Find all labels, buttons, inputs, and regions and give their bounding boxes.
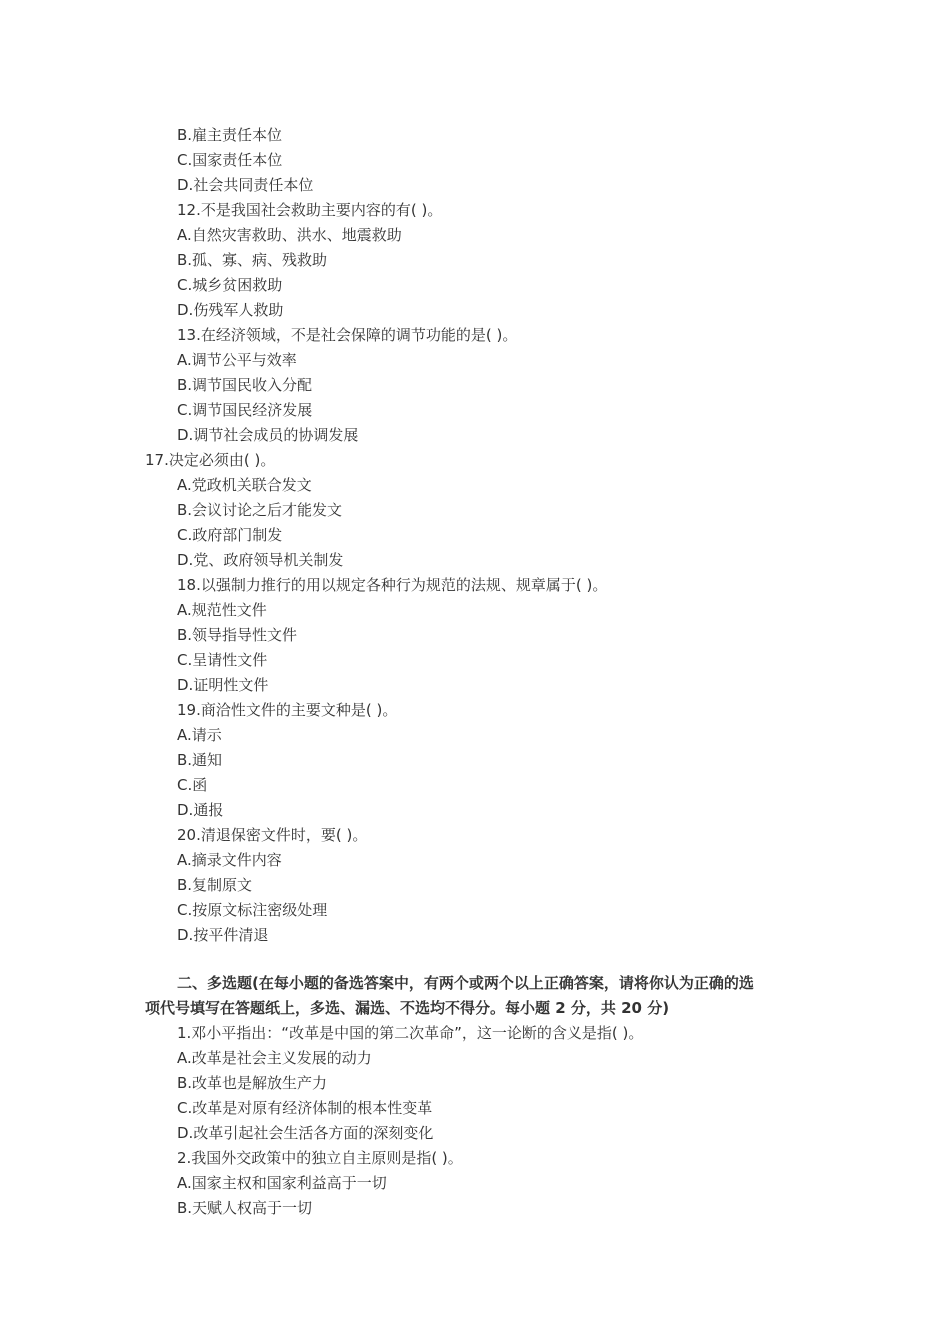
option-line: C.改革是对原有经济体制的根本性变革	[177, 1099, 433, 1117]
question-line: 2.我国外交政策中的独立自主原则是指( )。	[177, 1149, 463, 1167]
option-line: C.按原文标注密级处理	[177, 901, 328, 919]
option-line: D.调节社会成员的协调发展	[177, 426, 359, 444]
section-heading-continued: 项代号填写在答题纸上，多选、漏选、不选均不得分。每小题 2 分，共 20 分)	[145, 999, 670, 1017]
option-line: B.天赋人权高于一切	[177, 1199, 313, 1217]
option-line: D.证明性文件	[177, 676, 269, 694]
option-line: A.摘录文件内容	[177, 851, 282, 869]
option-line: C.呈请性文件	[177, 651, 268, 669]
question-line: 12.不是我国社会救助主要内容的有( )。	[177, 201, 443, 219]
option-line: B.孤、寡、病、残救助	[177, 251, 328, 269]
option-line: A.调节公平与效率	[177, 351, 297, 369]
option-line: C.城乡贫困救助	[177, 276, 283, 294]
option-line: D.党、政府领导机关制发	[177, 551, 344, 569]
option-line: A.自然灾害救助、洪水、地震救助	[177, 226, 402, 244]
section-heading: 二、多选题(在每小题的备选答案中，有两个或两个以上正确答案，请将你认为正确的选	[177, 974, 754, 992]
option-line: B.调节国民收入分配	[177, 376, 313, 394]
option-line: C.政府部门制发	[177, 526, 283, 544]
option-line: D.改革引起社会生活各方面的深刻变化	[177, 1124, 434, 1142]
option-line: A.国家主权和国家利益高于一切	[177, 1174, 387, 1192]
question-line: 20.清退保密文件时，要( )。	[177, 826, 368, 844]
option-line: D.按平件清退	[177, 926, 269, 944]
option-line: D.伤残军人救助	[177, 301, 284, 319]
option-line: C.国家责任本位	[177, 151, 283, 169]
option-line: D.社会共同责任本位	[177, 176, 314, 194]
option-line: C.函	[177, 776, 208, 794]
option-line: B.领导指导性文件	[177, 626, 298, 644]
option-line: B.改革也是解放生产力	[177, 1074, 328, 1092]
question-line: 17.决定必须由( )。	[145, 451, 276, 469]
question-line: 19.商洽性文件的主要文种是( )。	[177, 701, 398, 719]
option-line: B.通知	[177, 751, 223, 769]
option-line: A.规范性文件	[177, 601, 267, 619]
option-line: C.调节国民经济发展	[177, 401, 313, 419]
option-line: B.雇主责任本位	[177, 126, 283, 144]
question-line: 13.在经济领域，不是社会保障的调节功能的是( )。	[177, 326, 518, 344]
option-line: B.会议讨论之后才能发文	[177, 501, 343, 519]
option-line: A.请示	[177, 726, 222, 744]
option-line: A.党政机关联合发文	[177, 476, 312, 494]
question-line: 1.邓小平指出：“改革是中国的第二次革命”，这一论断的含义是指( )。	[177, 1024, 644, 1042]
option-line: D.通报	[177, 801, 224, 819]
option-line: A.改革是社会主义发展的动力	[177, 1049, 372, 1067]
option-line: B.复制原文	[177, 876, 253, 894]
question-line: 18.以强制力推行的用以规定各种行为规范的法规、规章属于( )。	[177, 576, 608, 594]
